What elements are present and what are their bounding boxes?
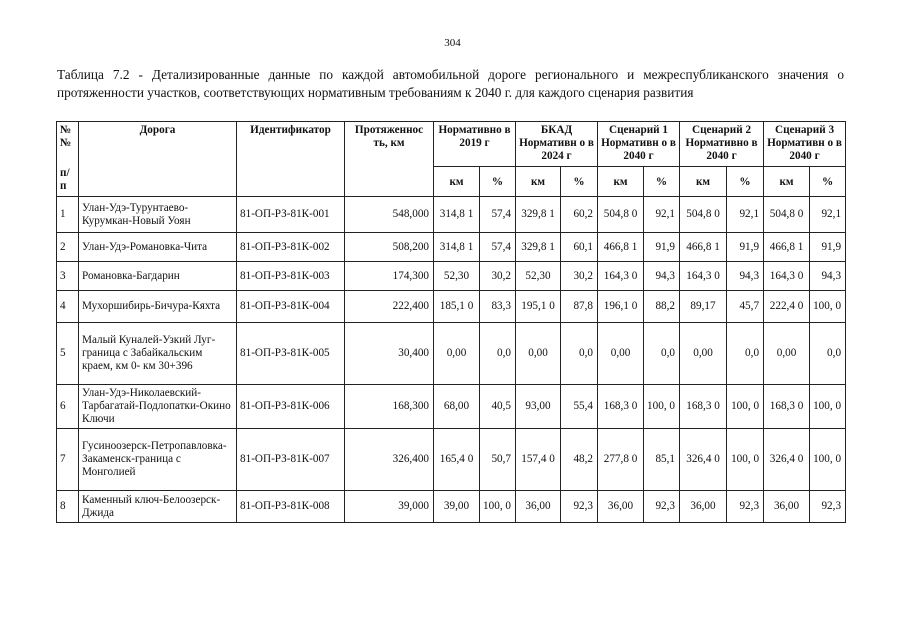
scenario-3-km: 0,00	[764, 323, 810, 385]
scenario-3-km: 326,4 0	[764, 429, 810, 491]
header-scenario-2: Сценарий 2 Нормативно в 2040 г	[680, 122, 764, 167]
road-identifier: 81-ОП-РЗ-81К-003	[237, 262, 345, 291]
norm-2019-pct: 100, 0	[480, 491, 516, 523]
road-name: Улан-Удэ-Николаевский-Тарбагатай-Подлопатки-Окино Ключи	[79, 385, 237, 429]
road-length: 174,300	[345, 262, 434, 291]
scenario-2-pct: 92,3	[727, 491, 764, 523]
header-number-bottom: п/ п	[60, 167, 70, 192]
road-name: Мухоршибирь-Бичура-Кяхта	[79, 291, 237, 323]
scenario-3-pct: 100, 0	[810, 291, 846, 323]
norm-2019-km: 314,8 1	[434, 197, 480, 233]
row-number: 2	[57, 233, 79, 262]
header-number	[57, 122, 79, 197]
scenario-1-km: 277,8 0	[598, 429, 644, 491]
table-caption: Таблица 7.2 - Детализированные данные по каждой автомобильной дороге регионального и межреспубликанского значения о протяженности участков, соответствующих нормативным требованиям к 2040 г. для каждого сценария развития	[57, 67, 844, 100]
scenario-1-pct: 91,9	[644, 233, 680, 262]
road-identifier: 81-ОП-РЗ-81К-004	[237, 291, 345, 323]
scenario-1-km: 0,00	[598, 323, 644, 385]
road-identifier: 81-ОП-РЗ-81К-005	[237, 323, 345, 385]
scenario-2-km: 164,3 0	[680, 262, 727, 291]
scenario-3-pct: 100, 0	[810, 429, 846, 491]
table-row	[57, 291, 846, 323]
bkad-2024-pct: 30,2	[561, 262, 598, 291]
norm-2019-pct: 57,4	[480, 197, 516, 233]
bkad-2024-pct: 60,1	[561, 233, 598, 262]
table-row	[57, 323, 846, 385]
bkad-2024-km: 157,4 0	[516, 429, 561, 491]
scenario-1-km: 504,8 0	[598, 197, 644, 233]
road-name: Улан-Удэ-Романовка-Чита	[79, 233, 237, 262]
scenario-2-km: 326,4 0	[680, 429, 727, 491]
header-pct: %	[810, 167, 846, 197]
bkad-2024-pct: 55,4	[561, 385, 598, 429]
road-identifier: 81-ОП-РЗ-81К-002	[237, 233, 345, 262]
header-row	[57, 122, 846, 167]
header-bkad-2024: БКАД Нормативн о в 2024 г	[516, 122, 598, 167]
road-length: 222,400	[345, 291, 434, 323]
scenario-3-km: 466,8 1	[764, 233, 810, 262]
bkad-2024-pct: 92,3	[561, 491, 598, 523]
scenario-1-pct: 92,1	[644, 197, 680, 233]
scenario-2-km: 36,00	[680, 491, 727, 523]
bkad-2024-km: 329,8 1	[516, 233, 561, 262]
road-length: 39,000	[345, 491, 434, 523]
road-identifier: 81-ОП-РЗ-81К-006	[237, 385, 345, 429]
row-number: 1	[57, 197, 79, 233]
scenario-3-pct: 92,3	[810, 491, 846, 523]
scenario-3-km: 222,4 0	[764, 291, 810, 323]
table-row	[57, 429, 846, 491]
road-length: 508,200	[345, 233, 434, 262]
bkad-2024-km: 93,00	[516, 385, 561, 429]
bkad-2024-km: 36,00	[516, 491, 561, 523]
header-km: км	[516, 167, 561, 197]
scenario-1-km: 466,8 1	[598, 233, 644, 262]
scenario-3-pct: 92,1	[810, 197, 846, 233]
header-pct: %	[561, 167, 598, 197]
table-row	[57, 233, 846, 262]
scenario-1-pct: 88,2	[644, 291, 680, 323]
scenario-2-pct: 94,3	[727, 262, 764, 291]
scenario-3-km: 504,8 0	[764, 197, 810, 233]
road-name: Каменный ключ-Белоозерск-Джида	[79, 491, 237, 523]
bkad-2024-pct: 60,2	[561, 197, 598, 233]
road-name: Улан-Удэ-Турунтаево-Курумкан-Новый Уоян	[79, 197, 237, 233]
row-number: 4	[57, 291, 79, 323]
norm-2019-km: 68,00	[434, 385, 480, 429]
scenario-1-km: 196,1 0	[598, 291, 644, 323]
scenario-1-km: 168,3 0	[598, 385, 644, 429]
scenario-2-km: 89,17	[680, 291, 727, 323]
row-number: 8	[57, 491, 79, 523]
row-number: 6	[57, 385, 79, 429]
header-number-top: № №	[60, 124, 72, 149]
scenario-2-pct: 92,1	[727, 197, 764, 233]
table-row	[57, 262, 846, 291]
bkad-2024-pct: 87,8	[561, 291, 598, 323]
header-identifier: Идентификатор	[237, 122, 345, 197]
bkad-2024-km: 329,8 1	[516, 197, 561, 233]
bkad-2024-km: 195,1 0	[516, 291, 561, 323]
scenario-3-pct: 91,9	[810, 233, 846, 262]
scenario-1-pct: 94,3	[644, 262, 680, 291]
header-norm-2019: Нормативно в 2019 г	[434, 122, 516, 167]
bkad-2024-km: 0,00	[516, 323, 561, 385]
scenario-1-km: 36,00	[598, 491, 644, 523]
road-length: 30,400	[345, 323, 434, 385]
header-pct: %	[480, 167, 516, 197]
norm-2019-pct: 57,4	[480, 233, 516, 262]
header-km: км	[764, 167, 810, 197]
header-scenario-1: Сценарий 1 Нормативн о в 2040 г	[598, 122, 680, 167]
header-road: Дорога	[79, 122, 237, 197]
road-identifier: 81-ОП-РЗ-81К-008	[237, 491, 345, 523]
scenario-2-km: 0,00	[680, 323, 727, 385]
header-km: км	[680, 167, 727, 197]
scenario-2-pct: 45,7	[727, 291, 764, 323]
road-name: Малый Куналей-Узкий Луг-граница с Забайкальским краем, км 0- км 30+396	[79, 323, 237, 385]
bkad-2024-pct: 0,0	[561, 323, 598, 385]
row-number: 3	[57, 262, 79, 291]
scenario-2-km: 168,3 0	[680, 385, 727, 429]
road-identifier: 81-ОП-РЗ-81К-001	[237, 197, 345, 233]
scenario-1-km: 164,3 0	[598, 262, 644, 291]
row-number: 5	[57, 323, 79, 385]
bkad-2024-km: 52,30	[516, 262, 561, 291]
header-km: км	[598, 167, 644, 197]
norm-2019-pct: 50,7	[480, 429, 516, 491]
roads-table	[56, 121, 846, 523]
norm-2019-pct: 0,0	[480, 323, 516, 385]
scenario-1-pct: 0,0	[644, 323, 680, 385]
scenario-2-pct: 100, 0	[727, 385, 764, 429]
scenario-1-pct: 100, 0	[644, 385, 680, 429]
scenario-2-km: 504,8 0	[680, 197, 727, 233]
scenario-3-pct: 100, 0	[810, 385, 846, 429]
page-number: 304	[444, 37, 461, 49]
table-row	[57, 197, 846, 233]
scenario-2-pct: 0,0	[727, 323, 764, 385]
norm-2019-km: 39,00	[434, 491, 480, 523]
road-name: Романовка-Багдарин	[79, 262, 237, 291]
row-number: 7	[57, 429, 79, 491]
header-km: км	[434, 167, 480, 197]
norm-2019-km: 314,8 1	[434, 233, 480, 262]
norm-2019-pct: 40,5	[480, 385, 516, 429]
scenario-2-km: 466,8 1	[680, 233, 727, 262]
header-length: Протяженнос ть, км	[345, 122, 434, 197]
scenario-1-pct: 92,3	[644, 491, 680, 523]
scenario-3-pct: 94,3	[810, 262, 846, 291]
norm-2019-km: 185,1 0	[434, 291, 480, 323]
scenario-1-pct: 85,1	[644, 429, 680, 491]
road-length: 548,000	[345, 197, 434, 233]
norm-2019-pct: 83,3	[480, 291, 516, 323]
norm-2019-km: 52,30	[434, 262, 480, 291]
norm-2019-km: 165,4 0	[434, 429, 480, 491]
bkad-2024-pct: 48,2	[561, 429, 598, 491]
scenario-3-km: 168,3 0	[764, 385, 810, 429]
header-scenario-3: Сценарий 3 Нормативн о в 2040 г	[764, 122, 846, 167]
table-row	[57, 491, 846, 523]
road-length: 326,400	[345, 429, 434, 491]
scenario-3-km: 164,3 0	[764, 262, 810, 291]
scenario-2-pct: 100, 0	[727, 429, 764, 491]
header-pct: %	[644, 167, 680, 197]
scenario-2-pct: 91,9	[727, 233, 764, 262]
scenario-3-km: 36,00	[764, 491, 810, 523]
header-pct: %	[727, 167, 764, 197]
road-length: 168,300	[345, 385, 434, 429]
scenario-3-pct: 0,0	[810, 323, 846, 385]
road-identifier: 81-ОП-РЗ-81К-007	[237, 429, 345, 491]
table-row	[57, 385, 846, 429]
norm-2019-pct: 30,2	[480, 262, 516, 291]
road-name: Гусиноозерск-Петропавловка-Закаменск-граница с Монголией	[79, 429, 237, 491]
norm-2019-km: 0,00	[434, 323, 480, 385]
